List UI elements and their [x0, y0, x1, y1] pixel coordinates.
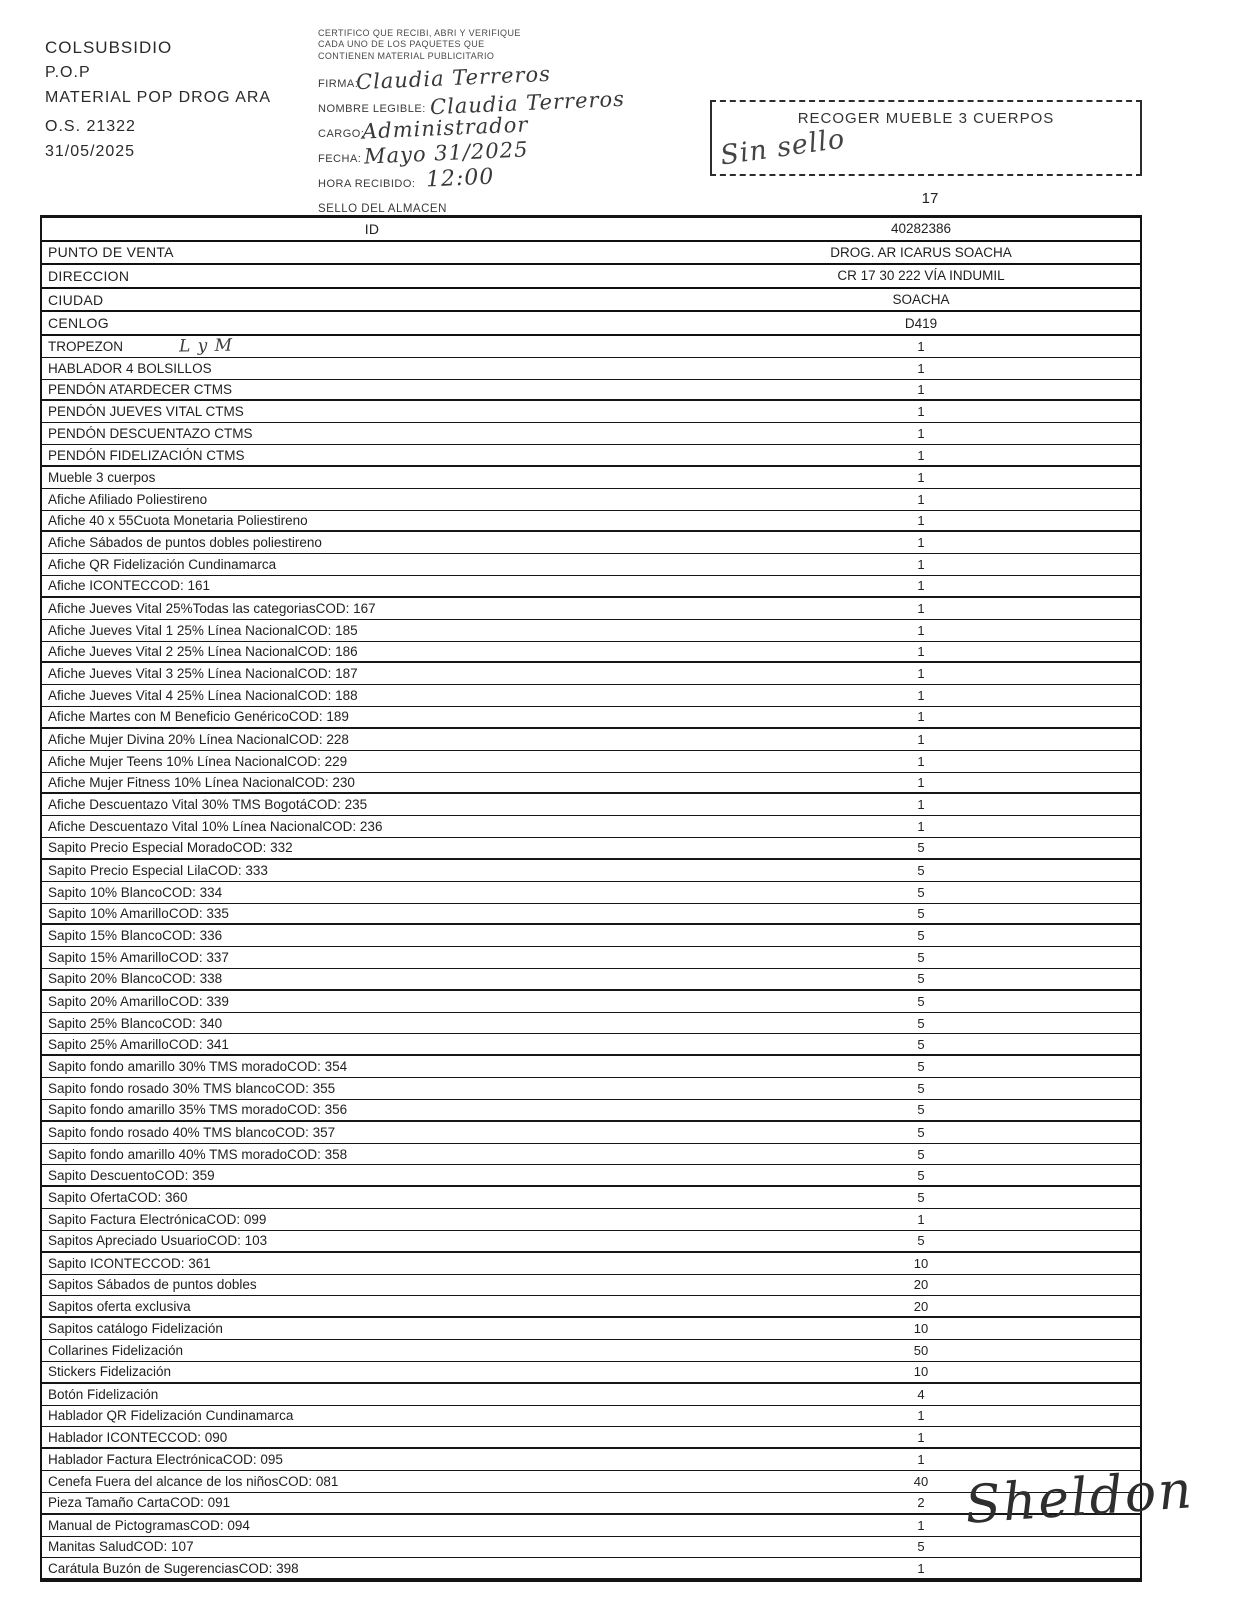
item-name-text: PENDÓN DESCUENTAZO CTMS — [48, 426, 253, 442]
item-name — [42, 950, 702, 965]
item-name-text: Afiche Mujer Fitness 10% Línea NacionalCOD: 230 — [48, 774, 355, 790]
info-row — [42, 265, 1140, 289]
item-name-text: Afiche Mujer Divina 20% Línea NacionalCOD: 228 — [48, 731, 349, 747]
item-name — [42, 470, 702, 485]
item-quantity: 5 — [917, 993, 925, 1009]
item-name-text: Afiche Jueves Vital 1 25% Línea NacionalCOD: 185 — [48, 622, 358, 638]
certification-fields — [318, 61, 678, 220]
handwritten-value: Mayo 31/2025 — [363, 137, 529, 169]
item-name — [42, 382, 702, 397]
item-quantity: 1 — [917, 797, 925, 813]
item-quantity: 1 — [917, 622, 925, 638]
table-row — [42, 1362, 1140, 1384]
item-quantity: 1 — [917, 643, 925, 659]
item-name — [42, 535, 702, 550]
item-name — [42, 797, 702, 812]
item-name-text: Afiche Jueves Vital 4 25% Línea NacionalCOD: 188 — [48, 688, 358, 704]
item-quantity: 1 — [917, 1560, 925, 1576]
item-name-text: Sapito 25% AmarilloCOD: 341 — [48, 1036, 229, 1052]
item-name — [42, 1474, 702, 1489]
document-date: 31/05/2025 — [45, 142, 136, 160]
table-row — [42, 794, 1140, 816]
info-value: CR 17 30 222 VÍA INDUMIL — [837, 268, 1005, 284]
item-name-text: HABLADOR 4 BOLSILLOS — [48, 360, 212, 376]
no-stamp-handwritten-note: Sin sello — [718, 123, 848, 172]
item-name — [42, 1452, 702, 1467]
info-row — [42, 242, 1140, 266]
item-name — [42, 1016, 702, 1031]
item-name-text: Afiche Martes con M Beneficio GenéricoCOD: 189 — [48, 709, 349, 725]
table-row — [42, 991, 1140, 1013]
item-name — [42, 1321, 702, 1336]
item-name — [42, 1408, 702, 1423]
item-quantity: 5 — [917, 950, 925, 966]
item-name — [42, 754, 702, 769]
table-row — [42, 773, 1140, 795]
item-quantity: 40 — [913, 1473, 929, 1489]
item-name-text: TROPEZON — [48, 339, 124, 355]
item-name — [42, 601, 702, 616]
table-row — [42, 1122, 1140, 1144]
table-row — [42, 904, 1140, 926]
item-name-text: Afiche Descuentazo Vital 30% TMS BogotáCOD: 235 — [48, 797, 368, 813]
item-name-text: Afiche Sábados de puntos dobles poliestireno — [48, 535, 322, 551]
table-row — [42, 445, 1140, 467]
item-name — [42, 1212, 702, 1227]
item-name-text: Afiche Afiliado Poliestireno — [48, 491, 208, 507]
info-label: DIRECCION — [48, 267, 130, 284]
material-table — [40, 215, 1142, 1582]
item-name — [42, 361, 702, 376]
table-row — [42, 838, 1140, 860]
item-name-text: Sapitos Sábados de puntos dobles — [48, 1277, 257, 1293]
item-name-text: Sapitos oferta exclusiva — [48, 1298, 191, 1314]
item-name — [42, 863, 702, 878]
item-quantity: 1 — [917, 666, 925, 682]
item-handwritten-note: L y M — [178, 336, 234, 357]
item-name-text: Afiche Jueves Vital 25%Todas las categoriasCOD: 167 — [48, 600, 376, 616]
item-name — [42, 1037, 702, 1052]
company-name: COLSUBSIDIO — [45, 38, 173, 57]
field-label: FECHA: — [318, 152, 362, 165]
item-quantity: 10 — [913, 1321, 929, 1337]
signature-scribble: Sheldon — [963, 1460, 1196, 1536]
table-row — [42, 685, 1140, 707]
item-name-text: Hablador QR Fidelización Cundinamarca — [48, 1408, 294, 1424]
item-quantity: 1 — [917, 709, 925, 725]
info-value: D419 — [904, 315, 938, 331]
pickup-instruction-box — [710, 100, 1142, 176]
item-name — [42, 623, 702, 638]
table-row — [42, 1340, 1140, 1362]
item-name-text: Afiche Jueves Vital 2 25% Línea NacionalCOD: 186 — [48, 643, 358, 659]
item-name — [42, 1387, 702, 1402]
item-quantity: 1 — [917, 1212, 925, 1227]
item-quantity: 5 — [917, 1539, 925, 1555]
field-label: HORA RECIBIDO: — [318, 177, 416, 190]
item-name-text: Afiche Jueves Vital 3 25% Línea NacionalCOD: 187 — [48, 666, 358, 682]
item-name — [42, 666, 702, 681]
table-row — [42, 1537, 1140, 1559]
program-label: P.O.P — [45, 64, 91, 82]
table-row — [42, 336, 1140, 358]
item-name — [42, 732, 702, 747]
pickup-instruction-title: RECOGER MUEBLE 3 CUERPOS — [797, 110, 1055, 127]
certification-statement: CERTIFICO QUE RECIBI, ABRI Y VERIFIQUE CADA UNO DE LOS PAQUETES QUE CONTIENEN MATERIAL PUBLICITARIO — [318, 28, 521, 61]
table-row — [42, 511, 1140, 533]
certification-field — [318, 137, 678, 170]
item-quantity: 5 — [917, 1036, 925, 1052]
item-name — [42, 819, 702, 834]
item-name-text: Sapitos Apreciado UsuarioCOD: 103 — [48, 1233, 268, 1249]
item-quantity: 1 — [917, 774, 925, 790]
table-row — [42, 1209, 1140, 1231]
item-quantity: 1 — [917, 1452, 925, 1468]
item-quantity: 1 — [917, 578, 925, 594]
item-name-text: Sapito Precio Especial LilaCOD: 333 — [48, 862, 268, 878]
table-row — [42, 925, 1140, 947]
table-row — [42, 816, 1140, 838]
item-quantity: 1 — [917, 426, 925, 442]
field-label: NOMBRE LEGIBLE: — [318, 102, 426, 115]
item-name — [42, 971, 702, 986]
item-quantity: 1 — [917, 1408, 925, 1424]
item-name-text: Sapito DescuentoCOD: 359 — [48, 1167, 215, 1183]
item-quantity: 5 — [917, 884, 925, 900]
table-row — [42, 1296, 1140, 1318]
table-row — [42, 663, 1140, 685]
item-name-text: Mueble 3 cuerpos — [48, 469, 156, 485]
handwritten-value: Claudia Terreros — [429, 86, 626, 119]
item-name-text: Sapito 15% BlancoCOD: 336 — [48, 928, 223, 944]
item-name — [42, 1518, 702, 1533]
certification-block — [318, 28, 678, 220]
item-name-text: Afiche ICONTECCOD: 161 — [48, 578, 211, 594]
item-quantity: 5 — [917, 1233, 925, 1249]
item-quantity: 5 — [917, 862, 925, 878]
item-quantity: 50 — [913, 1342, 929, 1358]
item-name — [42, 1059, 702, 1074]
item-quantity: 1 — [917, 557, 925, 573]
table-row — [42, 1558, 1140, 1580]
item-quantity: 1 — [917, 382, 925, 398]
info-rows — [42, 218, 1140, 336]
item-name — [42, 1343, 702, 1358]
table-row — [42, 1275, 1140, 1297]
item-name-text: Stickers Fidelización — [48, 1364, 172, 1380]
item-name — [42, 1125, 702, 1140]
item-name-text: Sapito 10% AmarilloCOD: 335 — [48, 905, 229, 921]
item-name — [42, 1495, 702, 1510]
table-row — [42, 969, 1140, 991]
item-name-text: Afiche Mujer Teens 10% Línea NacionalCOD: 229 — [48, 753, 348, 769]
item-name-text: Sapito 25% BlancoCOD: 340 — [48, 1015, 223, 1031]
item-name-text: Sapito Precio Especial MoradoCOD: 332 — [48, 840, 293, 856]
table-row — [42, 1253, 1140, 1275]
item-name — [42, 840, 702, 855]
item-name-text: Sapito Factura ElectrónicaCOD: 099 — [48, 1212, 267, 1227]
item-name-text: Manitas SaludCOD: 107 — [48, 1539, 194, 1555]
table-row — [42, 1231, 1140, 1253]
item-quantity: 5 — [917, 1102, 925, 1118]
item-name — [42, 557, 702, 572]
item-quantity: 5 — [917, 1015, 925, 1031]
item-name-text: Sapito 15% AmarilloCOD: 337 — [48, 950, 229, 966]
item-name — [42, 1081, 702, 1096]
item-name-text: Sapito fondo amarillo 35% TMS moradoCOD: 356 — [48, 1102, 348, 1118]
handwritten-value: Administrador — [361, 112, 529, 144]
item-name-text: Collarines Fidelización — [48, 1342, 184, 1358]
item-name — [42, 928, 702, 943]
item-name — [42, 1561, 702, 1576]
material-label: MATERIAL POP DROG ARA — [45, 89, 272, 107]
item-name — [42, 426, 702, 441]
item-quantity: 2 — [917, 1495, 925, 1511]
table-row — [42, 1078, 1140, 1100]
table-row — [42, 423, 1140, 445]
item-quantity: 1 — [917, 1517, 925, 1533]
table-row — [42, 1034, 1140, 1056]
item-quantity: 1 — [917, 688, 925, 704]
table-row — [42, 1449, 1140, 1471]
item-quantity: 5 — [917, 1081, 925, 1097]
table-row — [42, 729, 1140, 751]
item-name-text: Hablador Factura ElectrónicaCOD: 095 — [48, 1452, 283, 1468]
item-quantity: 1 — [917, 513, 925, 528]
item-quantity: 1 — [917, 1429, 925, 1445]
item-name — [42, 1364, 702, 1379]
page-number: 17 — [921, 190, 939, 207]
item-quantity: 5 — [917, 928, 925, 944]
item-name-text: PENDÓN JUEVES VITAL CTMS — [48, 404, 244, 420]
item-quantity: 1 — [917, 491, 925, 507]
item-name — [42, 1430, 702, 1445]
item-name — [42, 775, 702, 790]
field-label: SELLO DEL ALMACEN — [318, 202, 447, 215]
item-name-text: Sapitos catálogo Fidelización — [48, 1321, 223, 1337]
item-quantity: 5 — [917, 1124, 925, 1140]
item-quantity: 1 — [917, 469, 925, 485]
table-row — [42, 1056, 1140, 1078]
item-name — [42, 1233, 702, 1248]
table-row — [42, 707, 1140, 729]
item-name — [42, 906, 702, 921]
table-row — [42, 947, 1140, 969]
document-title-block — [45, 35, 271, 165]
table-row — [42, 1427, 1140, 1449]
item-quantity: 1 — [917, 360, 925, 376]
item-name-text: Sapito fondo amarillo 30% TMS moradoCOD: 354 — [48, 1059, 348, 1075]
table-row — [42, 860, 1140, 882]
item-name-text: Sapito fondo amarillo 40% TMS moradoCOD: 358 — [48, 1146, 348, 1162]
order-number: O.S. 21322 — [45, 117, 136, 135]
table-row — [42, 1187, 1140, 1209]
item-quantity: 5 — [917, 840, 925, 856]
item-quantity: 20 — [913, 1277, 929, 1293]
item-quantity: 1 — [917, 600, 925, 616]
field-label: FIRMA: — [318, 77, 359, 90]
item-name-text: Hablador ICONTECCOD: 090 — [48, 1429, 228, 1445]
item-name-text: Afiche 40 x 55Cuota Monetaria Poliestireno — [48, 513, 308, 528]
item-name — [42, 644, 702, 659]
item-quantity: 5 — [917, 971, 925, 987]
item-name-text: Sapito ICONTECCOD: 361 — [48, 1255, 211, 1271]
item-name — [42, 709, 702, 724]
item-name-text: Sapito 20% BlancoCOD: 338 — [48, 971, 223, 987]
item-rows — [42, 336, 1140, 1580]
info-value: DROG. AR ICARUS SOACHA — [830, 244, 1012, 260]
table-row — [42, 401, 1140, 423]
handwritten-value: 12:00 — [425, 164, 495, 193]
item-name-text: Carátula Buzón de SugerenciasCOD: 398 — [48, 1560, 299, 1576]
item-name — [42, 492, 702, 507]
item-quantity: 1 — [917, 535, 925, 551]
item-name — [42, 1256, 702, 1271]
item-name — [42, 513, 702, 528]
item-name — [42, 404, 702, 419]
item-quantity: 1 — [917, 404, 925, 420]
item-name-text: Cenefa Fuera del alcance de los niñosCOD: 081 — [48, 1473, 339, 1489]
info-label: CIUDAD — [48, 291, 104, 308]
item-quantity: 5 — [917, 1059, 925, 1075]
item-name — [42, 1102, 702, 1117]
item-name-text: Afiche QR Fidelización Cundinamarca — [48, 557, 277, 573]
item-name-text: Sapito 20% AmarilloCOD: 339 — [48, 993, 229, 1009]
item-quantity: 10 — [913, 1364, 929, 1380]
item-name-text: Sapito 10% BlancoCOD: 334 — [48, 884, 223, 900]
item-name — [42, 448, 702, 463]
info-label: CENLOG — [48, 315, 109, 332]
item-name — [42, 1277, 702, 1292]
info-row — [42, 312, 1140, 336]
table-row — [42, 576, 1140, 598]
item-name-text: Botón Fidelización — [48, 1386, 159, 1402]
item-name — [42, 1539, 702, 1554]
certification-field — [318, 164, 678, 195]
item-name — [42, 688, 702, 703]
info-value: 40282386 — [890, 221, 952, 237]
item-quantity: 5 — [917, 905, 925, 921]
item-name-text: Sapito fondo rosado 30% TMS blancoCOD: 355 — [48, 1081, 336, 1097]
info-value: SOACHA — [892, 292, 950, 308]
table-row — [42, 358, 1140, 380]
item-name-text: PENDÓN ATARDECER CTMS — [48, 382, 233, 398]
table-row — [42, 751, 1140, 773]
info-row — [42, 218, 1140, 242]
table-row — [42, 1165, 1140, 1187]
table-row — [42, 467, 1140, 489]
table-row — [42, 1384, 1140, 1406]
item-name-text: Sapito fondo rosado 40% TMS blancoCOD: 357 — [48, 1124, 336, 1140]
item-name — [42, 336, 702, 356]
table-row — [42, 642, 1140, 664]
item-name — [42, 1147, 702, 1162]
item-name-text: Afiche Descuentazo Vital 10% Línea NacionalCOD: 236 — [48, 819, 383, 835]
item-name-text: Pieza Tamaño CartaCOD: 091 — [48, 1495, 231, 1511]
info-label: ID — [364, 220, 380, 237]
table-row — [42, 380, 1140, 402]
handwritten-value: Claudia Terreros — [355, 61, 552, 94]
table-row — [42, 489, 1140, 511]
item-name — [42, 1299, 702, 1314]
table-row — [42, 882, 1140, 904]
table-row — [42, 1318, 1140, 1340]
table-row — [42, 1144, 1140, 1166]
item-quantity: 5 — [917, 1167, 925, 1183]
item-name-text: Manual de PictogramasCOD: 094 — [48, 1517, 250, 1533]
table-row — [42, 1100, 1140, 1122]
item-quantity: 1 — [917, 753, 925, 769]
item-name — [42, 994, 702, 1009]
item-quantity: 5 — [917, 1146, 925, 1162]
table-row — [42, 620, 1140, 642]
item-name-text: Sapito OfertaCOD: 360 — [48, 1190, 188, 1206]
table-row — [42, 1013, 1140, 1035]
table-row — [42, 598, 1140, 620]
field-label: CARGO: — [318, 127, 365, 140]
item-quantity: 10 — [913, 1255, 929, 1271]
item-quantity: 4 — [917, 1386, 925, 1402]
table-row — [42, 532, 1140, 554]
table-row — [42, 554, 1140, 576]
item-quantity: 1 — [917, 819, 925, 835]
item-name — [42, 578, 702, 593]
info-label: PUNTO DE VENTA — [48, 244, 174, 261]
item-quantity: 1 — [917, 731, 925, 747]
table-row — [42, 1406, 1140, 1428]
item-name-text: PENDÓN FIDELIZACIÓN CTMS — [48, 447, 245, 463]
item-name — [42, 885, 702, 900]
item-quantity: 20 — [913, 1298, 929, 1314]
item-quantity: 5 — [917, 1190, 925, 1206]
info-row — [42, 289, 1140, 313]
item-quantity: 1 — [917, 338, 925, 354]
item-quantity: 1 — [917, 447, 925, 463]
item-name — [42, 1190, 702, 1205]
item-name — [42, 1168, 702, 1183]
